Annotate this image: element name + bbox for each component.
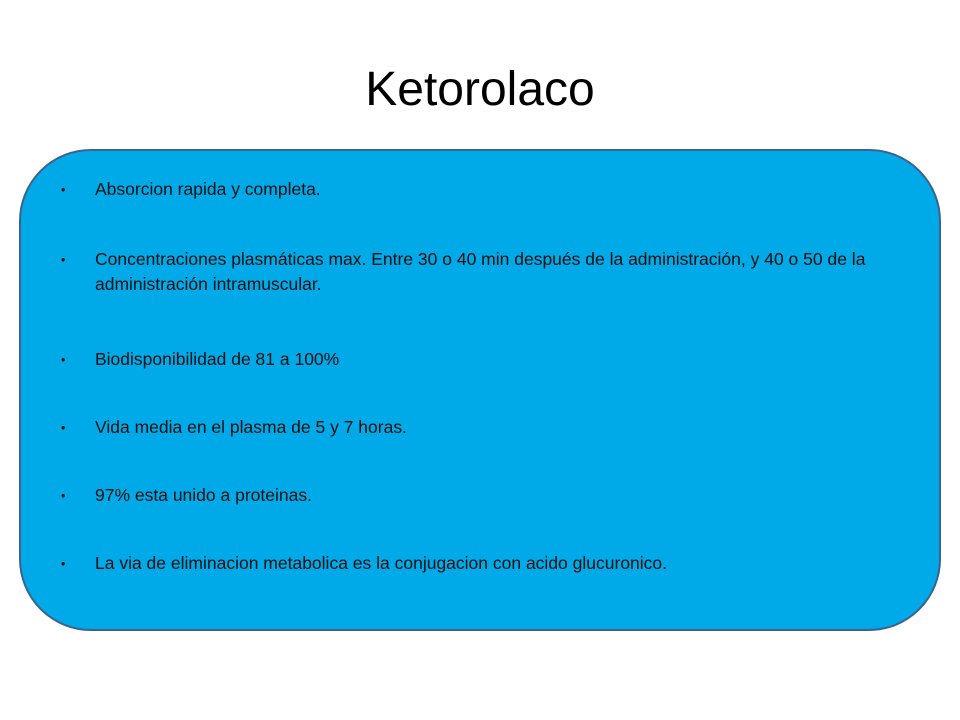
slide-title: Ketorolaco xyxy=(365,63,595,116)
bullet-icon: • xyxy=(61,556,66,571)
bullet-icon: • xyxy=(61,252,66,267)
bullet-text: Biodisponibilidad de 81 a 100% xyxy=(95,349,340,369)
bullet-text: 97% esta unido a proteinas. xyxy=(95,485,312,505)
content-box xyxy=(19,149,941,631)
bullet-icon: • xyxy=(61,488,66,503)
bullet-icon: • xyxy=(61,182,66,197)
bullet-text: Absorcion rapida y completa. xyxy=(95,179,321,199)
bullet-text: La via de eliminacion metabolica es la conjugacion con acido glucuronico. xyxy=(95,553,668,573)
bullet-icon: • xyxy=(61,420,66,435)
bullet-icon: • xyxy=(61,352,66,367)
bullet-text: Concentraciones plasmáticas max. Entre 30 o 40 min después de la administración, y 40 o 50 de la administración intramuscular. xyxy=(95,249,866,294)
bullet-text: Vida media en el plasma de 5 y 7 horas. xyxy=(95,417,407,437)
